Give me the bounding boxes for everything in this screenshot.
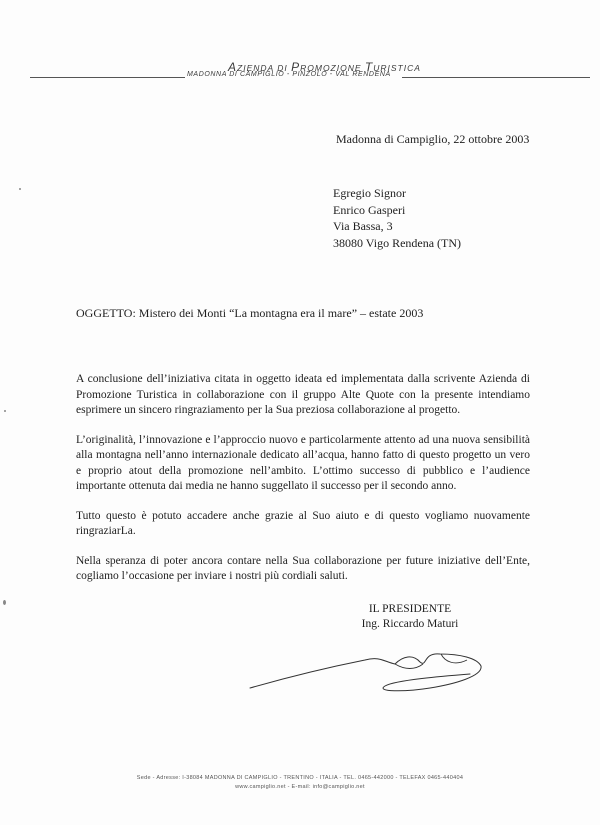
letter-subject: OGGETTO: Mistero dei Monti “La montagna era il mare” – estate 2003 [76, 306, 424, 320]
signature-block [345, 602, 475, 632]
letterhead-rule-right [402, 77, 590, 78]
recipient-street: Via Bassa, 3 [333, 219, 393, 233]
footer-address: Sede - Adresse: I-38084 MADONNA DI CAMPIGLIO - TRENTINO - ITALIA - TEL. 0465-442000 - TELEFAX 0465-440404 [136, 775, 464, 781]
handwritten-signature [245, 640, 505, 700]
letterhead-subtitle: MADONNA DI CAMPIGLIO - PINZOLO - VAL RENDENA [187, 71, 391, 78]
footer-web: www.campiglio.net - E-mail: info@campiglio.net [235, 784, 365, 790]
letter-footer [40, 774, 560, 792]
letterhead-word-promozione: ROMOZIONE [300, 63, 365, 73]
recipient-name: Enrico Gasperi [333, 202, 406, 217]
letterhead-word-azienda: ZIENDA DI [237, 63, 292, 73]
recipient-salutation: Egregio Signor [333, 186, 406, 200]
body-paragraph: Nella speranza di poter ancora contare nella Sua collaborazione per future iniziative dell’Ente, cogliamo l’occasione per inviare i nostri più cordiali saluti. [76, 554, 530, 582]
letterhead-rule-left [30, 77, 185, 78]
scan-speck [19, 188, 21, 190]
letterhead-initial-t: T [364, 60, 374, 74]
signatory-role: IL PRESIDENTE [368, 603, 452, 615]
scan-speck [3, 600, 6, 605]
letterhead-initial-p: P [291, 60, 301, 74]
letter-date: Madonna di Campiglio, 22 ottobre 2003 [336, 132, 530, 146]
recipient-address [333, 185, 461, 251]
body-paragraph: A conclusione dell’iniziativa citata in oggetto ideata ed implementata dalla scrivente Azienda di Promozione Turistica in collaborazione con il gruppo Alte Quote con la presente intendiamo esprimere un sincero ringraziamento per la Sua preziosa collaborazione al progetto. [76, 373, 530, 416]
letterhead-word-turistica: URISTICA [373, 63, 421, 73]
body-paragraph: Tutto questo è potuto accadere anche grazie al Suo aiuto e di questo vogliamo nuovamente ringraziarLa. [76, 509, 530, 537]
body-paragraph: L’originalità, l’innovazione e l’approccio nuovo e particolarmente attento ad una nuova sensibilità alla montagna nell’anno internazionale dedicato all’acqua, hanno fatto di questo progetto un vero e proprio atout della promozione nell’ambito. L’ottimo successo di pubblico e l’audience importante ottenuta dai media ne hanno suggellato il successo per il secondo anno. [76, 433, 530, 492]
letter-body [76, 372, 530, 599]
signatory-name: Ing. Riccardo Maturi [361, 618, 459, 630]
letterhead [30, 52, 590, 92]
letterhead-initial-a: A [228, 60, 238, 74]
scan-speck [4, 410, 6, 412]
recipient-city: 38080 Vigo Rendena (TN) [333, 235, 462, 250]
